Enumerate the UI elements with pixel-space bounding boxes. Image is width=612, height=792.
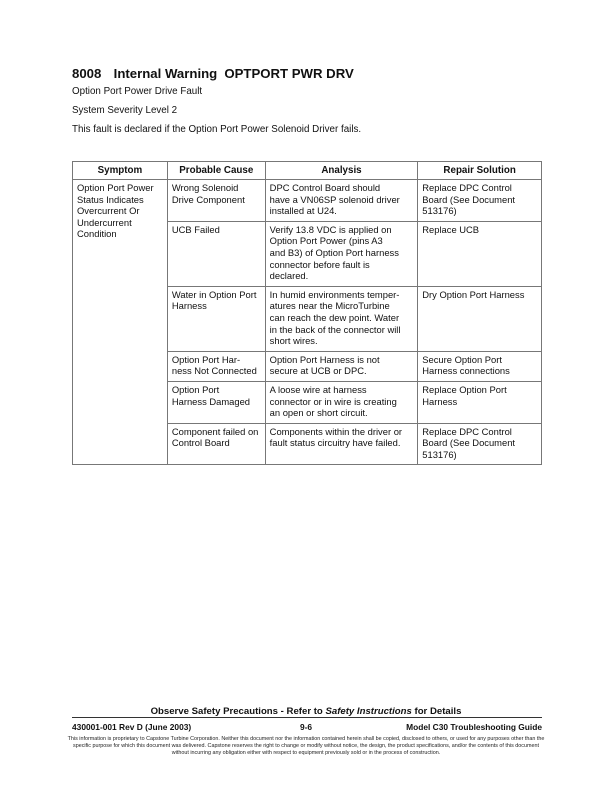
fault-description: This fault is declared if the Option Port Power Solenoid Driver fails. [72, 124, 362, 135]
cause-cell: Wrong Solenoid Drive Component [167, 180, 265, 222]
analysis-cell: DPC Control Board should have a VN06SP solenoid driver installed at U24. [265, 180, 418, 222]
fault-name: OPTPORT PWR DRV [224, 66, 354, 81]
column-header-symptom: Symptom [73, 162, 168, 180]
analysis-cell: Components within the driver or fault status circuitry have failed. [265, 423, 418, 465]
proprietary-disclaimer: This information is proprietary to Capstone Turbine Corporation. Neither this document nor the information contained herein shall be copied, disclosed to others, or used for any purposes other than the specific purpose for which this document was delivered. Capstone reserves the right to change or modify without notice, the design, the product specifications, and/or the contents of this document without incurring any obligation either with respect to equipment previously sold or in the process of construction. [67, 736, 545, 756]
document-number: 430001-001 Rev D (June 2003) [72, 722, 192, 732]
footer-divider [72, 717, 542, 718]
analysis-cell: In humid environments temper- atures near the MicroTurbine can reach the dew point. Water in the back of the connector will short wires. [265, 286, 418, 351]
symptom-cell: Option Port Power Status Indicates Overcurrent Or Undercurrent Condition [73, 180, 168, 465]
safety-instructions-reference: Safety Instructions [325, 706, 412, 717]
repair-cell: Replace DPC Control Board (See Document 513176) [418, 180, 542, 222]
analysis-cell: A loose wire at harness connector or in wire is creating an open or short circuit. [265, 381, 418, 423]
repair-cell: Replace Option Port Harness [418, 381, 542, 423]
repair-cell: Replace DPC Control Board (See Document 513176) [418, 423, 542, 465]
repair-cell: Dry Option Port Harness [418, 286, 542, 351]
analysis-cell: Option Port Harness is not secure at UCB or DPC. [265, 351, 418, 381]
cause-cell: UCB Failed [167, 221, 265, 286]
troubleshooting-table [72, 161, 542, 465]
repair-cell: Secure Option Port Harness connections [418, 351, 542, 381]
analysis-cell: Verify 13.8 VDC is applied on Option Port Power (pins A3 and B3) of Option Port harness connector before fault is declared. [265, 221, 418, 286]
safety-notice-prefix: Observe Safety Precautions - Refer to [150, 706, 326, 717]
column-header-analysis: Analysis [265, 162, 418, 180]
fault-code: 8008 [72, 66, 102, 81]
cause-cell: Option Port Har- ness Not Connected [167, 351, 265, 381]
page-number: 9-6 [299, 722, 313, 732]
cause-cell: Option Port Harness Damaged [167, 381, 265, 423]
page-heading [72, 66, 354, 81]
column-header-probable-cause: Probable Cause [167, 162, 265, 180]
cause-cell: Water in Option Port Harness [167, 286, 265, 351]
safety-notice [0, 706, 612, 717]
table-row [73, 180, 542, 222]
table-header-row [73, 162, 542, 180]
guide-title: Model C30 Troubleshooting Guide [406, 722, 542, 732]
fault-subtitle: Option Port Power Drive Fault [72, 86, 203, 97]
repair-cell: Replace UCB [418, 221, 542, 286]
column-header-repair-solution: Repair Solution [418, 162, 542, 180]
fault-type: Internal Warning [113, 66, 218, 81]
severity-level: System Severity Level 2 [72, 105, 178, 116]
cause-cell: Component failed on Control Board [167, 423, 265, 465]
safety-notice-suffix: for Details [411, 706, 462, 717]
